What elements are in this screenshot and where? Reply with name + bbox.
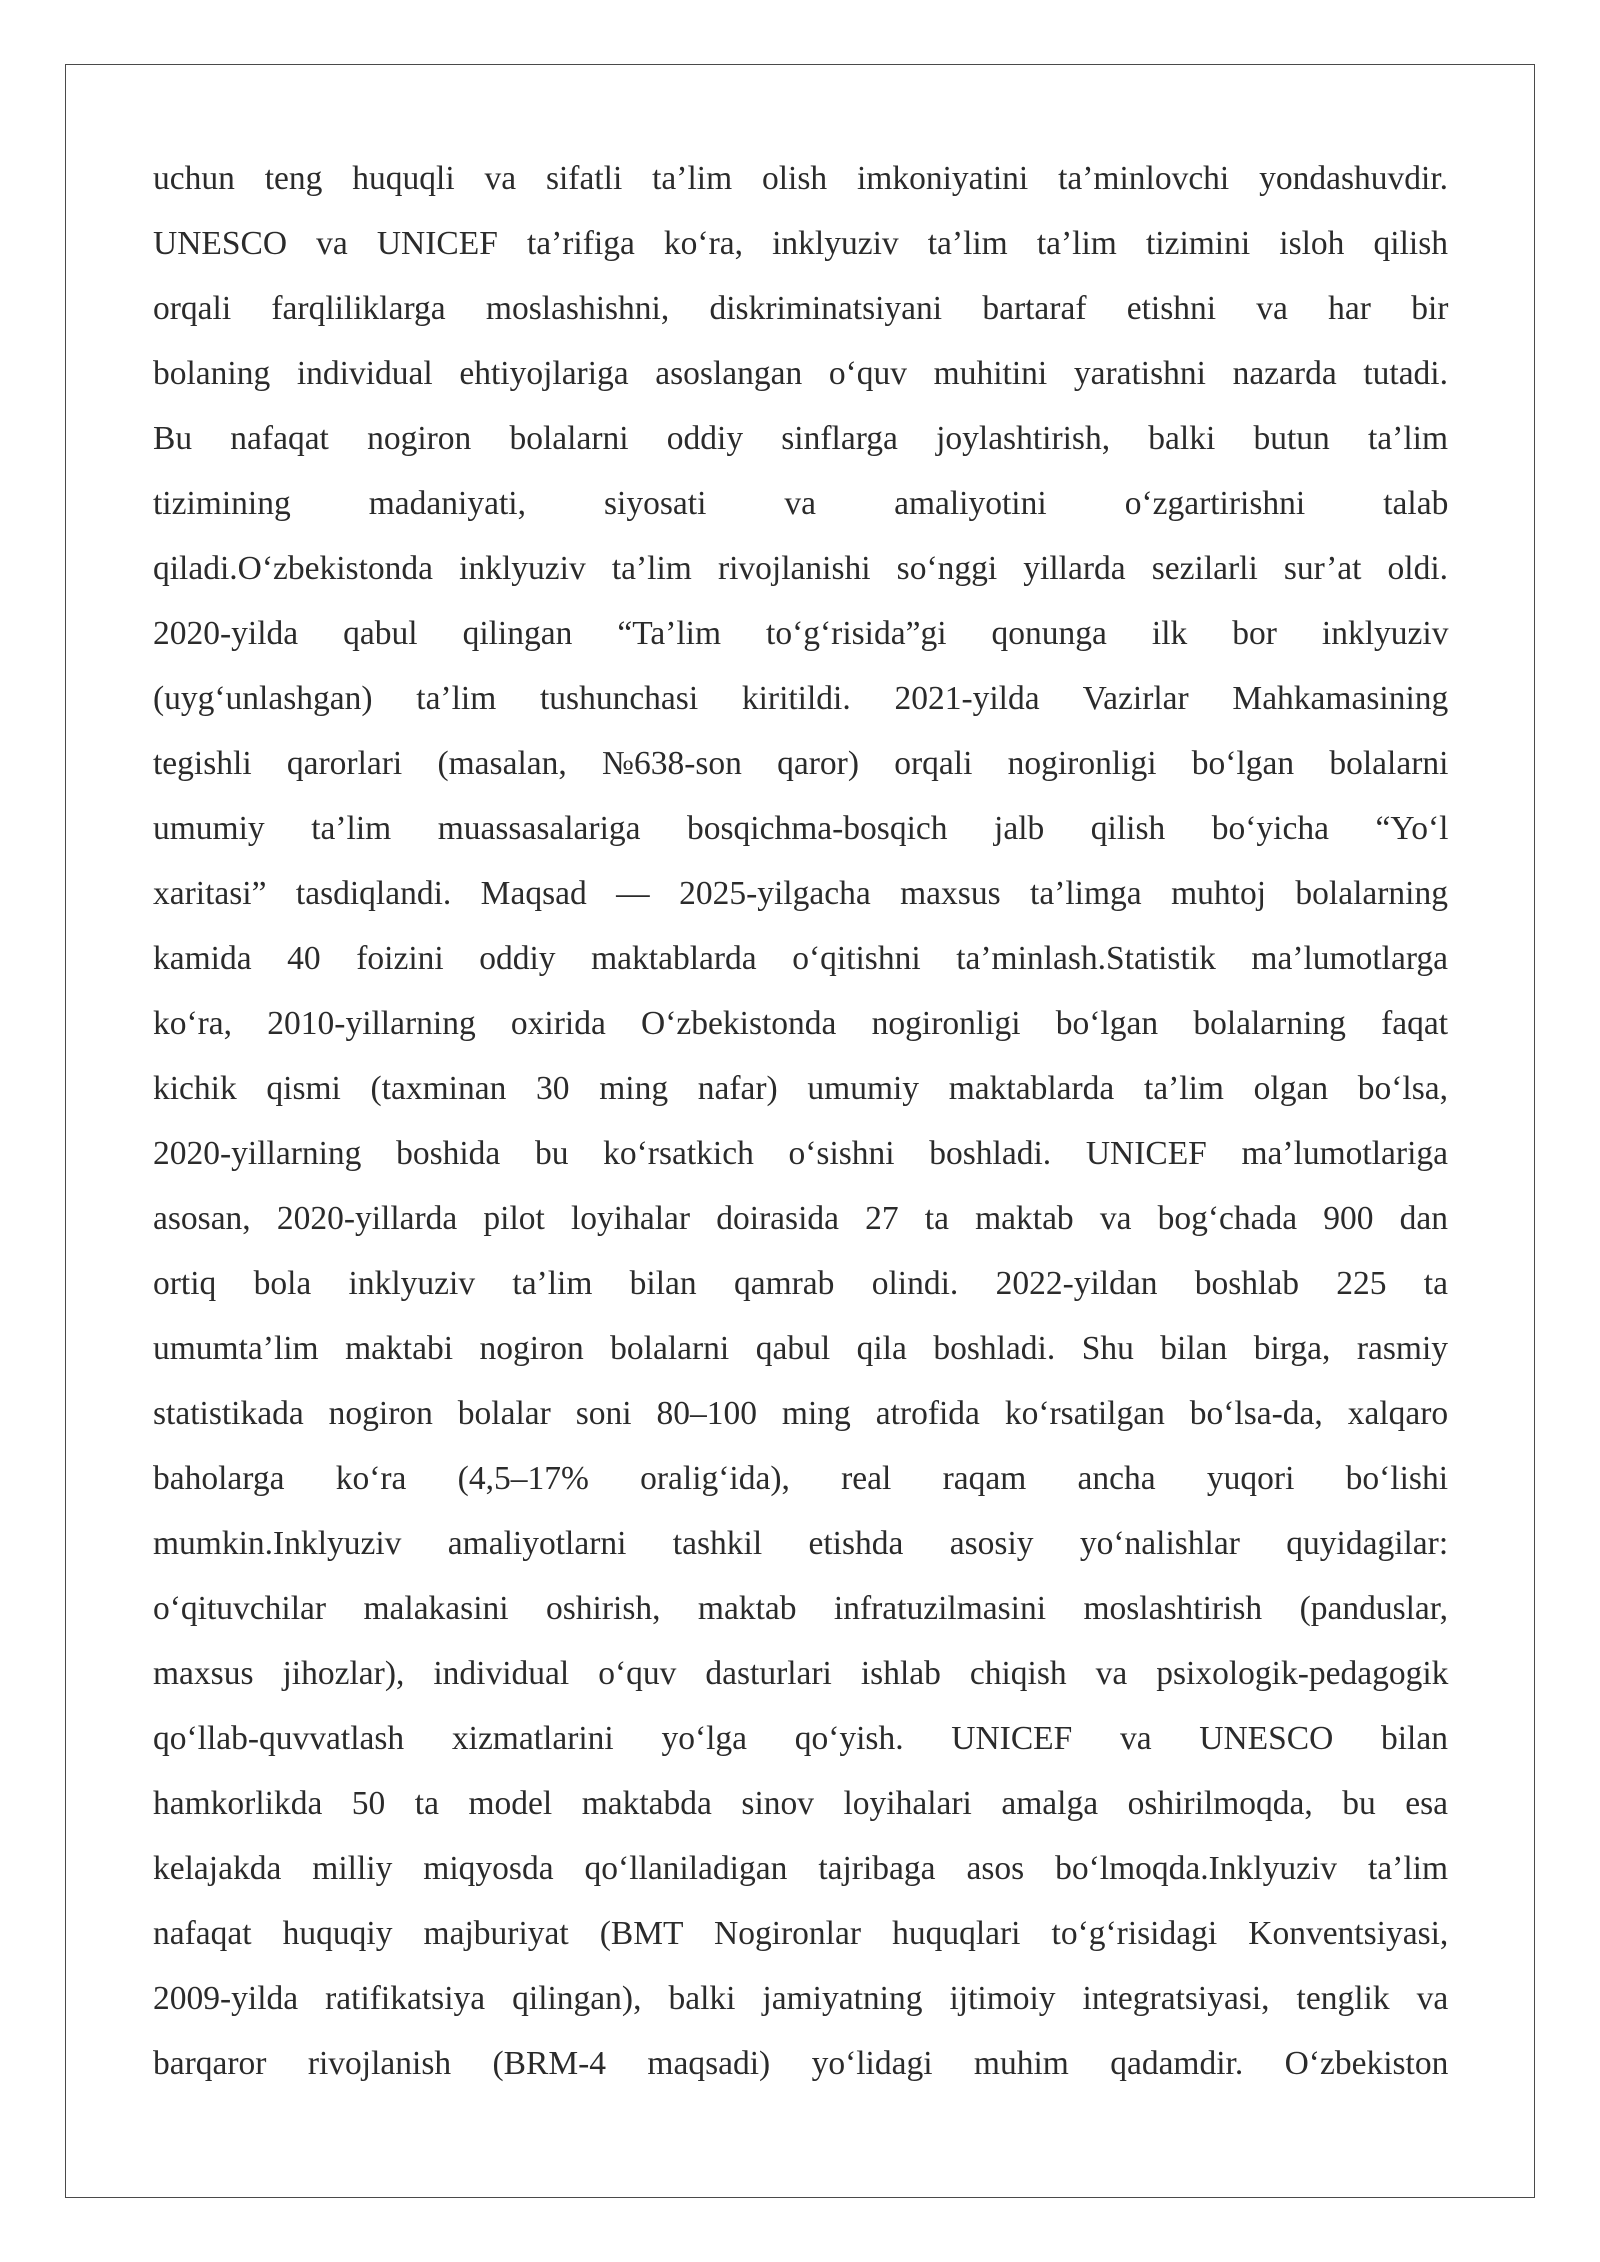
text-line: bolaning individual ehtiyojlariga asoslangan o‘quv muhitini yaratishni nazarda tutadi. <box>153 355 1448 392</box>
text-line: Bu nafaqat nogiron bolalarni oddiy sinflarga joylashtirish, balki butun ta’lim <box>153 420 1448 457</box>
text-line: nafaqat huquqiy majburiyat (BMT Nogironlar huquqlari to‘g‘risidagi Konventsiyasi, <box>153 1915 1449 1952</box>
text-line: umumiy ta’lim muassasalariga bosqichma-bosqich jalb qilish bo‘yicha “Yo‘l <box>153 810 1449 847</box>
text-line: kichik qismi (taxminan 30 ming nafar) umumiy maktablarda ta’lim olgan bo‘lsa, <box>153 1070 1448 1107</box>
text-line: (uyg‘unlashgan) ta’lim tushunchasi kiritildi. 2021-yilda Vazirlar Mahkamasining <box>153 680 1449 717</box>
text-line: baholarga ko‘ra (4,5–17% oralig‘ida), real raqam ancha yuqori bo‘lishi <box>153 1460 1448 1497</box>
text-line: statistikada nogiron bolalar soni 80–100 ming atrofida ko‘rsatilgan bo‘lsa-da, xalqaro <box>153 1395 1449 1432</box>
text-line: tegishli qarorlari (masalan, №638-son qaror) orqali nogironligi bo‘lgan bolalarni <box>153 745 1449 782</box>
text-line: UNESCO va UNICEF ta’rifiga ko‘ra, inklyuziv ta’lim ta’lim tizimini isloh qilish <box>153 225 1448 262</box>
text-line: kamida 40 foizini oddiy maktablarda o‘qitishni ta’minlash.Statistik ma’lumotlarga <box>153 940 1448 977</box>
text-line: kelajakda milliy miqyosda qo‘llaniladigan tajribaga asos bo‘lmoqda.Inklyuziv ta’lim <box>153 1850 1448 1887</box>
text-line: 2020-yillarning boshida bu ko‘rsatkich o‘sishni boshladi. UNICEF ma’lumotlariga <box>153 1135 1448 1172</box>
document-body <box>153 146 1448 2096</box>
text-line: o‘qituvchilar malakasini oshirish, maktab infratuzilmasini moslashtirish (panduslar, <box>153 1590 1448 1627</box>
text-line: tizimining madaniyati, siyosati va amaliyotini o‘zgartirishni talab <box>153 485 1449 522</box>
text-line: barqaror rivojlanish (BRM-4 maqsadi) yo‘lidagi muhim qadamdir. O‘zbekiston <box>153 2045 1449 2082</box>
text-line: 2009-yilda ratifikatsiya qilingan), balki jamiyatning ijtimoiy integratsiyasi, tenglik va <box>153 1980 1449 2017</box>
text-line: mumkin.Inklyuziv amaliyotlarni tashkil etishda asosiy yo‘nalishlar quyidagilar: <box>153 1525 1449 1562</box>
text-line: qo‘llab-quvvatlash xizmatlarini yo‘lga qo‘yish. UNICEF va UNESCO bilan <box>153 1720 1448 1757</box>
text-line: umumta’lim maktabi nogiron bolalarni qabul qila boshladi. Shu bilan birga, rasmiy <box>153 1330 1449 1367</box>
text-line: 2020-yilda qabul qilingan “Ta’lim to‘g‘risida”gi qonunga ilk bor inklyuziv <box>153 615 1449 652</box>
text-line: ortiq bola inklyuziv ta’lim bilan qamrab olindi. 2022-yildan boshlab 225 ta <box>153 1265 1448 1302</box>
text-line: ko‘ra, 2010-yillarning oxirida O‘zbekistonda nogironligi bo‘lgan bolalarning faqat <box>153 1005 1449 1042</box>
text-line: qiladi.O‘zbekistonda inklyuziv ta’lim rivojlanishi so‘nggi yillarda sezilarli sur’at oldi. <box>153 550 1449 587</box>
text-line: asosan, 2020-yillarda pilot loyihalar doirasida 27 ta maktab va bog‘chada 900 dan <box>153 1200 1448 1237</box>
text-line: orqali farqliliklarga moslashishni, diskriminatsiyani bartaraf etishni va har bir <box>153 290 1449 327</box>
text-line: xaritasi” tasdiqlandi. Maqsad — 2025-yilgacha maxsus ta’limga muhtoj bolalarning <box>153 875 1448 912</box>
text-line: uchun teng huquqli va sifatli ta’lim olish imkoniyatini ta’minlovchi yondashuvdir. <box>153 160 1448 197</box>
text-line: hamkorlikda 50 ta model maktabda sinov loyihalari amalga oshirilmoqda, bu esa <box>153 1785 1448 1822</box>
text-line: maxsus jihozlar), individual o‘quv dasturlari ishlab chiqish va psixologik-pedagogik <box>153 1655 1449 1692</box>
